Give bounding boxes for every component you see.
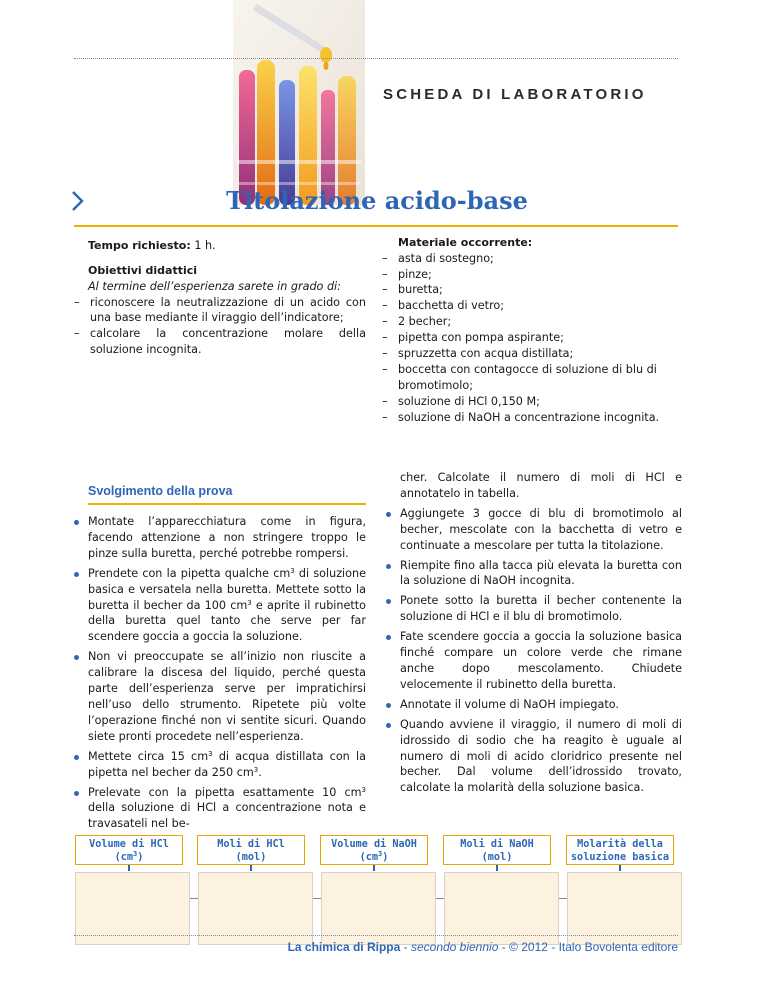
list-item <box>386 558 682 590</box>
obiettivi-list <box>74 295 366 359</box>
superscript: 3 <box>378 850 383 858</box>
list-item-text: Ponete sotto la buretta il becher contenente la soluzione di HCl e il blu di bromotimolo. <box>400 594 682 624</box>
list-item <box>74 649 366 744</box>
tempo-label: Tempo richiesto: <box>88 239 191 252</box>
header-tick <box>373 865 375 871</box>
footer-book-title: La chimica di Rippa <box>287 940 401 954</box>
list-item-text: Non vi preoccupate se all’inizio non riuscite a calibrare la discesa del liquido, perché questa parte dell’esperienza serve per impratichirsi nell’uso dello strumento. Ripetete più volte l’operazione finché non vi sentite sicuri. Quando siete pronti procedete nell’esperienza. <box>88 650 366 743</box>
list-item: – pinze; <box>382 267 682 283</box>
bullet-icon <box>386 564 391 569</box>
list-item: – buretta; <box>382 282 682 298</box>
list-item <box>386 697 682 713</box>
text-part: ) <box>382 852 389 863</box>
bullet-icon <box>386 723 391 728</box>
svolgimento-right-list <box>386 506 682 796</box>
tempo-richiesto <box>88 238 366 254</box>
bullet-icon <box>74 655 79 660</box>
tempo-value: 1 h. <box>190 239 216 252</box>
header-line: Molarità della <box>577 839 663 850</box>
obiettivi-heading: Obiettivi didattici <box>88 264 198 277</box>
page-title: Titolazione acido-base <box>226 186 528 215</box>
superscript: 3 <box>133 850 138 858</box>
list-item-text: Quando avviene il viraggio, il numero di moli di idrossido di sodio che ha reagito è uguale al numero di moli di acido cloridrico presente nel becher. Dal volume dell’idrossido trovato, calcolate la molarità della soluzione basica. <box>400 717 682 795</box>
bullet-icon <box>74 572 79 577</box>
header-label: SCHEDA DI LABORATORIO <box>383 86 647 103</box>
chevron-right-icon <box>70 188 88 214</box>
header-line <box>567 851 673 864</box>
text-part: Prendete con la pipetta qualche cm <box>88 566 291 580</box>
obiettivi-intro: Al termine dell’esperienza sarete in grado di: <box>88 279 341 293</box>
title-underline <box>74 225 678 227</box>
table-header-moli-hcl <box>197 835 305 865</box>
footer-dotted-rule <box>74 935 678 936</box>
list-item <box>386 717 682 797</box>
list-item <box>74 566 366 646</box>
bullet-icon <box>386 512 391 517</box>
list-item-text: Fate scendere goccia a goccia la soluzione basica finché compare un colore verde che rimane anche dopo mescolamento. Chiudete velocemente il rubinetto della buretta. <box>400 630 682 691</box>
text-part: di soluzione basica e versatela nella buretta. Mettete sotto la buretta il becher da 100 cm <box>88 566 366 612</box>
header-line <box>76 851 182 864</box>
list-item-text: Aggiungete 3 gocce di blu di bromotimolo al becher, mescolate con la bacchetta di vetro e continuate a mescolare per tutta la titolazione. <box>400 506 682 552</box>
text-part: di acqua distillata con la pipetta nel becher da 250 cm <box>88 749 366 779</box>
list-item: – bacchetta di vetro; <box>382 298 682 314</box>
text-part: della soluzione di HCl a concentrazione nota e travasateli nel be- <box>88 801 366 831</box>
header-line: Moli di NaOH <box>460 839 534 850</box>
footer-credit <box>190 939 678 956</box>
header-tick <box>619 865 621 871</box>
top-dotted-rule <box>74 58 678 59</box>
list-item: – pipetta con pompa aspirante; <box>382 330 682 346</box>
header-tick <box>250 865 252 871</box>
bullet-icon <box>386 635 391 640</box>
header-line: Moli di HCl <box>217 839 285 850</box>
list-item: – riconoscere la neutralizzazione di un acido con una base mediante il viraggio dell’indicatore; <box>74 295 366 327</box>
box-connector <box>436 898 444 899</box>
footer-publisher: - © 2012 - Italo Bovolenta editore <box>498 940 678 954</box>
text-part: soluzione basica <box>570 852 670 863</box>
box-connector <box>313 898 321 899</box>
header-line: Volume di HCl <box>89 839 169 850</box>
header-tick <box>496 865 498 871</box>
svolgimento-underline <box>88 503 366 505</box>
superscript: 3 <box>208 749 213 758</box>
box-connector <box>559 898 567 899</box>
header-tick <box>128 865 130 871</box>
table-header-volume-hcl <box>75 835 183 865</box>
bullet-icon <box>386 703 391 708</box>
list-item: – asta di sostegno; <box>382 251 682 267</box>
superscript: 3 <box>290 566 295 575</box>
superscript: 3 <box>253 765 259 774</box>
footer-edition: secondo biennio <box>410 940 499 954</box>
list-item: – calcolare la concentrazione molare della soluzione incognita. <box>74 326 366 358</box>
bullet-icon <box>74 791 79 796</box>
header-line: Volume di NaOH <box>331 839 417 850</box>
list-item: – boccetta con contagocce di soluzione di blu di bromotimolo; <box>382 362 682 394</box>
list-item <box>74 785 366 833</box>
superscript: 3 <box>247 598 252 607</box>
text-part: e aprite il rubinetto della buretta quel tanto che serve per far scendere goccia a goccia la soluzione. <box>88 598 366 644</box>
text-part: (cm <box>114 852 134 863</box>
list-item-text: Montate l’apparecchiatura come in figura, facendo attenzione a non stringere troppo le pinze sulla buretta, perché potrebbe rompersi. <box>88 515 366 560</box>
text-part: (mol) <box>481 852 513 863</box>
list-item: – 2 becher; <box>382 314 682 330</box>
bullet-icon <box>386 599 391 604</box>
header-line <box>321 851 427 864</box>
box-connector <box>190 898 198 899</box>
materiale-list <box>382 251 682 426</box>
text-part: (cm <box>359 852 379 863</box>
bullet-icon <box>74 520 79 525</box>
continuation-text: cher. Calcolate il numero di moli di HCl e annotatelo in tabella. <box>400 471 682 500</box>
text-part: . <box>258 765 262 779</box>
materiale-heading: Materiale occorrente: <box>398 236 533 249</box>
list-item-text: Annotate il volume di NaOH impiegato. <box>400 697 619 711</box>
text-part: (mol) <box>235 852 267 863</box>
list-item: – soluzione di NaOH a concentrazione incognita. <box>382 410 682 426</box>
svolgimento-heading: Svolgimento della prova <box>88 484 233 498</box>
svolgimento-left-column <box>74 514 366 836</box>
header-line <box>198 851 304 864</box>
list-item: – soluzione di HCl 0,150 M; <box>382 394 682 410</box>
list-item <box>74 749 366 781</box>
obiettivi-block <box>74 263 366 358</box>
table-header-volume-naoh <box>320 835 428 865</box>
text-part: Prelevate con la pipetta esattamente 10 cm <box>88 785 362 799</box>
svolgimento-left-list <box>74 514 366 832</box>
header-line <box>444 851 550 864</box>
text-part: ) <box>137 852 144 863</box>
svolgimento-right-column <box>386 470 682 800</box>
list-item-text: Riempite fino alla tacca più elevata la buretta con la soluzione di NaOH incognita. <box>400 558 682 588</box>
list-item: – spruzzetta con acqua distillata; <box>382 346 682 362</box>
table-header-molarita <box>566 835 674 865</box>
footer-separator: - <box>400 940 411 954</box>
superscript: 3 <box>361 785 366 794</box>
table-header-moli-naoh <box>443 835 551 865</box>
bullet-icon <box>74 755 79 760</box>
hero-test-tubes-photo <box>233 0 365 205</box>
list-item <box>74 514 366 562</box>
text-part: Mettete circa 15 cm <box>88 749 209 763</box>
list-item <box>386 506 682 554</box>
list-item <box>386 629 682 693</box>
materiale-block <box>382 235 682 426</box>
list-item <box>386 593 682 625</box>
